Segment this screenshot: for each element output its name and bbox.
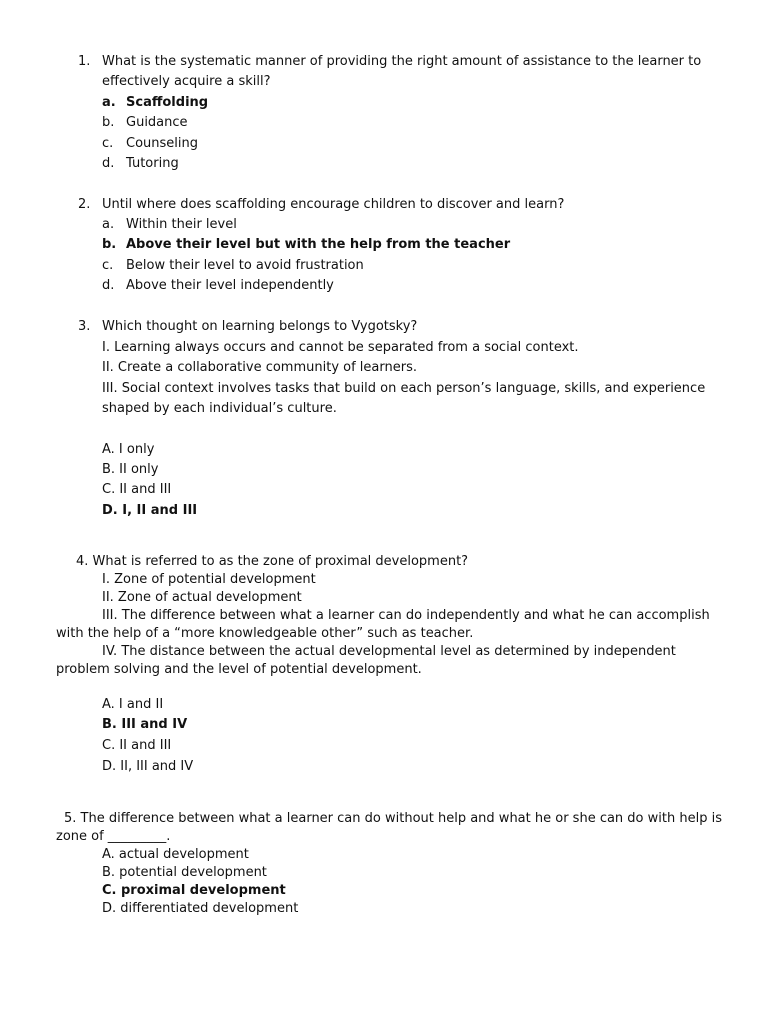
option-c: c. Below their level to avoid frustration (102, 258, 364, 273)
statement: shaped by each individual’s culture. (102, 401, 337, 416)
statement: with the help of a “more knowledgeable other” such as teacher. (56, 626, 474, 641)
question-stem: zone of _________. (56, 829, 171, 844)
option-d: D. II, III and IV (102, 759, 194, 774)
question-stem: What is the systematic manner of providing the right amount of assistance to the learner to (102, 54, 702, 69)
option-a: A. actual development (102, 847, 249, 862)
option-b: b. Guidance (102, 115, 188, 130)
option-d: d. Above their level independently (102, 278, 334, 293)
statement: III. The difference between what a learner can do independently and what he can accomplish (102, 608, 710, 623)
statement: III. Social context involves tasks that build on each person’s language, skills, and experience (102, 381, 706, 396)
option-b: B. potential development (102, 865, 267, 880)
question-stem: 4. What is referred to as the zone of proximal development? (76, 554, 469, 569)
option-b-correct: B. III and IV (102, 717, 188, 732)
question-stem: Until where does scaffolding encourage children to discover and learn? (102, 197, 565, 212)
question-number: 1. (78, 54, 91, 69)
option-a-correct: a. Scaffolding (102, 95, 209, 110)
option-a: A. I and II (102, 697, 164, 712)
option-d: D. differentiated development (102, 901, 299, 916)
question-number: 2. (78, 197, 91, 212)
question-stem: 5. The difference between what a learner can do without help and what he or she can do with help is (64, 811, 722, 826)
statement: II. Zone of actual development (102, 590, 302, 605)
option-c: c. Counseling (102, 136, 198, 151)
statement: problem solving and the level of potential development. (56, 662, 422, 677)
option-c: C. II and III (102, 482, 172, 497)
question-number: 3. (78, 319, 91, 334)
option-c-correct: C. proximal development (102, 883, 286, 898)
option-a: a. Within their level (102, 217, 237, 232)
question-stem: effectively acquire a skill? (102, 74, 271, 89)
option-d-correct: D. I, II and III (102, 503, 198, 518)
statement: IV. The distance between the actual developmental level as determined by independent (102, 644, 676, 659)
option-c: C. II and III (102, 738, 172, 753)
option-b-correct: b. Above their level but with the help from the teacher (102, 237, 511, 252)
question-stem: Which thought on learning belongs to Vygotsky? (102, 319, 418, 334)
statement: I. Learning always occurs and cannot be separated from a social context. (102, 340, 579, 355)
statement: I. Zone of potential development (102, 572, 316, 587)
option-d: d. Tutoring (102, 156, 179, 171)
option-a: A. I only (102, 442, 155, 457)
statement: II. Create a collaborative community of learners. (102, 360, 417, 375)
option-b: B. II only (102, 462, 159, 477)
